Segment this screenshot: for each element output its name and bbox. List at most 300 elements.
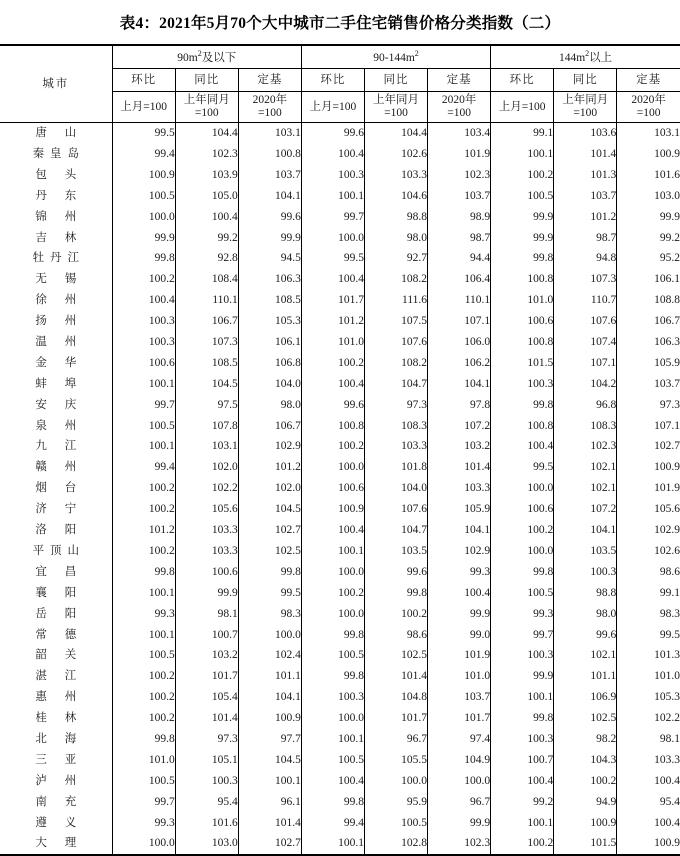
value-cell: 102.8 — [364, 833, 427, 855]
value-cell: 102.6 — [617, 541, 680, 562]
value-cell: 92.7 — [364, 248, 427, 269]
value-cell: 100.2 — [491, 520, 554, 541]
table-row — [0, 123, 680, 144]
value-cell: 100.1 — [112, 624, 175, 645]
value-cell: 102.3 — [428, 833, 491, 855]
group-header-under-90 — [112, 45, 301, 69]
value-cell: 99.8 — [364, 583, 427, 604]
value-cell: 99.6 — [554, 624, 617, 645]
city-name-label: 惠州 — [35, 691, 95, 704]
value-cell: 107.1 — [617, 415, 680, 436]
value-cell: 99.9 — [175, 583, 238, 604]
table-row — [0, 833, 680, 855]
value-cell: 102.7 — [617, 436, 680, 457]
column-header-yoy-g1: 同比 — [364, 69, 427, 92]
value-cell: 100.3 — [491, 729, 554, 750]
value-cell: 100.9 — [617, 457, 680, 478]
value-cell: 100.4 — [491, 436, 554, 457]
value-cell: 97.7 — [238, 729, 301, 750]
value-cell: 94.8 — [554, 248, 617, 269]
value-cell: 102.2 — [175, 478, 238, 499]
value-cell: 101.4 — [364, 666, 427, 687]
column-header-fixedbase-g2: 定基 — [617, 69, 680, 92]
value-cell: 102.3 — [175, 144, 238, 165]
city-name-cell — [0, 144, 112, 165]
value-cell: 100.5 — [112, 415, 175, 436]
value-cell: 100.2 — [112, 541, 175, 562]
value-cell: 101.3 — [617, 645, 680, 666]
table-row — [0, 144, 680, 165]
city-name-cell — [0, 165, 112, 186]
city-name-cell — [0, 478, 112, 499]
value-cell: 98.9 — [428, 207, 491, 228]
city-name-label: 扬州 — [35, 315, 95, 328]
value-cell: 99.5 — [491, 457, 554, 478]
value-cell: 100.1 — [301, 541, 364, 562]
value-cell: 100.2 — [112, 478, 175, 499]
city-name-cell — [0, 541, 112, 562]
value-cell: 99.8 — [491, 708, 554, 729]
value-cell: 99.3 — [112, 812, 175, 833]
value-cell: 101.0 — [301, 332, 364, 353]
value-cell: 100.1 — [112, 583, 175, 604]
city-name-cell — [0, 645, 112, 666]
city-name-label: 常德 — [35, 628, 95, 641]
value-cell: 102.9 — [238, 436, 301, 457]
value-cell: 100.2 — [112, 499, 175, 520]
value-cell: 100.3 — [175, 771, 238, 792]
value-cell: 99.1 — [617, 583, 680, 604]
value-cell: 94.5 — [238, 248, 301, 269]
value-cell: 104.6 — [364, 186, 427, 207]
value-cell: 100.1 — [491, 144, 554, 165]
city-name-label: 九江 — [35, 440, 95, 453]
value-cell: 100.5 — [364, 812, 427, 833]
value-cell: 103.7 — [617, 374, 680, 395]
value-cell: 100.6 — [491, 499, 554, 520]
value-cell: 105.5 — [364, 750, 427, 771]
column-header-mom-g2: 环比 — [491, 69, 554, 92]
table-row — [0, 562, 680, 583]
value-cell: 101.0 — [112, 750, 175, 771]
value-cell: 100.3 — [301, 165, 364, 186]
value-cell: 103.3 — [617, 750, 680, 771]
baseline-line2: =100 — [384, 107, 408, 119]
group-label-sup-0: 2 — [197, 48, 202, 58]
value-cell: 102.5 — [364, 645, 427, 666]
value-cell: 106.3 — [238, 269, 301, 290]
value-cell: 102.9 — [617, 520, 680, 541]
value-cell: 103.9 — [175, 165, 238, 186]
value-cell: 98.7 — [428, 227, 491, 248]
value-cell: 99.8 — [112, 729, 175, 750]
value-cell: 98.1 — [617, 729, 680, 750]
column-header-yoy-g0: 同比 — [175, 69, 238, 92]
value-cell: 105.0 — [175, 186, 238, 207]
table-row — [0, 708, 680, 729]
value-cell: 99.4 — [112, 457, 175, 478]
city-name-cell — [0, 520, 112, 541]
value-cell: 94.9 — [554, 792, 617, 813]
value-cell: 98.0 — [364, 227, 427, 248]
value-cell: 101.7 — [364, 708, 427, 729]
value-cell: 100.2 — [112, 708, 175, 729]
value-cell: 103.2 — [428, 436, 491, 457]
value-cell: 102.5 — [554, 708, 617, 729]
column-header-yoy-g2: 同比 — [554, 69, 617, 92]
value-cell: 99.8 — [301, 624, 364, 645]
value-cell: 96.7 — [364, 729, 427, 750]
value-cell: 103.7 — [238, 165, 301, 186]
table-row — [0, 436, 680, 457]
value-cell: 105.9 — [428, 499, 491, 520]
value-cell: 99.5 — [238, 583, 301, 604]
table-row — [0, 771, 680, 792]
value-cell: 100.2 — [112, 666, 175, 687]
value-cell: 100.1 — [491, 687, 554, 708]
city-name-cell — [0, 562, 112, 583]
value-cell: 99.8 — [301, 666, 364, 687]
city-name-cell — [0, 290, 112, 311]
city-name-label: 泉州 — [35, 419, 95, 432]
table-row — [0, 792, 680, 813]
value-cell: 107.6 — [554, 311, 617, 332]
value-cell: 100.1 — [491, 812, 554, 833]
city-name-label: 平顶山 — [32, 544, 86, 557]
baseline-line2: =100 — [257, 107, 282, 119]
value-cell: 100.9 — [617, 144, 680, 165]
value-cell: 100.6 — [301, 478, 364, 499]
value-cell: 101.7 — [175, 666, 238, 687]
city-name-label: 包头 — [35, 168, 95, 181]
city-name-label: 遵义 — [35, 816, 95, 829]
value-cell: 99.7 — [112, 792, 175, 813]
baseline-line1: 上年同月 — [562, 94, 609, 107]
value-cell: 107.8 — [175, 415, 238, 436]
city-name-label: 烟台 — [35, 482, 95, 495]
value-cell: 100.8 — [238, 144, 301, 165]
value-cell: 102.0 — [175, 457, 238, 478]
value-cell: 105.9 — [617, 353, 680, 374]
value-cell: 99.1 — [491, 123, 554, 144]
value-cell: 100.9 — [301, 499, 364, 520]
value-cell: 100.6 — [491, 311, 554, 332]
value-cell: 105.6 — [617, 499, 680, 520]
city-name-label: 金华 — [35, 356, 95, 369]
city-name-cell — [0, 729, 112, 750]
value-cell: 100.0 — [301, 603, 364, 624]
value-cell: 99.3 — [428, 562, 491, 583]
value-cell: 100.1 — [301, 833, 364, 855]
value-cell: 99.7 — [301, 207, 364, 228]
value-cell: 95.9 — [364, 792, 427, 813]
value-cell: 101.1 — [238, 666, 301, 687]
value-cell: 92.8 — [175, 248, 238, 269]
value-cell: 100.4 — [301, 520, 364, 541]
value-cell: 100.0 — [238, 624, 301, 645]
value-cell: 100.0 — [428, 771, 491, 792]
value-cell: 99.5 — [301, 248, 364, 269]
city-name-cell — [0, 311, 112, 332]
value-cell: 101.4 — [238, 812, 301, 833]
baseline-line2: =100 — [447, 107, 471, 119]
value-cell: 100.3 — [491, 374, 554, 395]
value-cell: 99.9 — [491, 207, 554, 228]
baseline-line2: =100 — [194, 107, 219, 119]
value-cell: 100.4 — [301, 144, 364, 165]
city-name-cell — [0, 395, 112, 416]
city-name-label: 泸州 — [35, 774, 95, 787]
value-cell: 103.6 — [554, 123, 617, 144]
value-cell: 102.5 — [238, 541, 301, 562]
value-cell: 98.3 — [238, 603, 301, 624]
value-cell: 102.3 — [554, 436, 617, 457]
value-cell: 103.5 — [554, 541, 617, 562]
value-cell: 100.9 — [112, 165, 175, 186]
value-cell: 100.0 — [301, 708, 364, 729]
value-cell: 104.4 — [175, 123, 238, 144]
value-cell: 99.7 — [112, 395, 175, 416]
value-cell: 100.3 — [112, 311, 175, 332]
value-cell: 100.7 — [175, 624, 238, 645]
value-cell: 106.9 — [554, 687, 617, 708]
value-cell: 96.1 — [238, 792, 301, 813]
value-cell: 100.0 — [491, 478, 554, 499]
value-cell: 100.9 — [554, 812, 617, 833]
value-cell: 98.6 — [364, 624, 427, 645]
value-cell: 101.7 — [428, 708, 491, 729]
group-label-pre-1: 90-144m — [373, 51, 415, 64]
value-cell: 106.7 — [617, 311, 680, 332]
table-row — [0, 374, 680, 395]
value-cell: 101.0 — [491, 290, 554, 311]
value-cell: 101.7 — [301, 290, 364, 311]
value-cell: 99.8 — [491, 562, 554, 583]
baseline-fixedbase-g0 — [238, 92, 301, 123]
value-cell: 108.3 — [554, 415, 617, 436]
value-cell: 102.9 — [428, 541, 491, 562]
value-cell: 96.8 — [554, 395, 617, 416]
city-name-label: 韶关 — [35, 649, 95, 662]
city-name-cell — [0, 833, 112, 855]
value-cell: 98.1 — [175, 603, 238, 624]
value-cell: 100.1 — [112, 436, 175, 457]
city-name-label: 宜昌 — [35, 565, 95, 578]
value-cell: 110.1 — [428, 290, 491, 311]
value-cell: 104.5 — [175, 374, 238, 395]
table-row — [0, 332, 680, 353]
value-cell: 98.0 — [554, 603, 617, 624]
table-row — [0, 583, 680, 604]
value-cell: 100.2 — [301, 436, 364, 457]
value-cell: 100.3 — [491, 645, 554, 666]
city-name-label: 襄阳 — [35, 586, 95, 599]
value-cell: 101.4 — [428, 457, 491, 478]
value-cell: 99.9 — [112, 227, 175, 248]
value-cell: 106.2 — [428, 353, 491, 374]
value-cell: 103.1 — [238, 123, 301, 144]
value-cell: 99.2 — [617, 227, 680, 248]
value-cell: 100.8 — [491, 415, 554, 436]
column-header-city: 城市 — [0, 45, 112, 123]
value-cell: 106.0 — [428, 332, 491, 353]
value-cell: 108.2 — [364, 353, 427, 374]
city-name-cell — [0, 624, 112, 645]
value-cell: 101.6 — [617, 165, 680, 186]
value-cell: 99.2 — [491, 792, 554, 813]
value-cell: 103.7 — [554, 186, 617, 207]
value-cell: 102.2 — [617, 708, 680, 729]
value-cell: 100.1 — [301, 729, 364, 750]
value-cell: 103.5 — [364, 541, 427, 562]
table-row — [0, 687, 680, 708]
column-header-fixedbase-g0: 定基 — [238, 69, 301, 92]
value-cell: 100.2 — [301, 583, 364, 604]
value-cell: 104.7 — [364, 374, 427, 395]
baseline-line1: 2020年 — [252, 94, 288, 107]
value-cell: 102.1 — [554, 478, 617, 499]
page-title: 表4：2021年5月70个大中城市二手住宅销售价格分类指数（二） — [119, 15, 561, 32]
baseline-fixedbase-g1 — [428, 92, 491, 123]
value-cell: 103.3 — [364, 436, 427, 457]
value-cell: 101.2 — [238, 457, 301, 478]
city-name-label: 吉林 — [35, 231, 95, 244]
value-cell: 99.8 — [112, 248, 175, 269]
value-cell: 107.1 — [428, 311, 491, 332]
baseline-fixedbase-g2 — [617, 92, 680, 123]
value-cell: 100.4 — [617, 812, 680, 833]
value-cell: 108.2 — [364, 269, 427, 290]
value-cell: 97.3 — [175, 729, 238, 750]
value-cell: 95.4 — [175, 792, 238, 813]
value-cell: 101.2 — [554, 207, 617, 228]
value-cell: 107.2 — [554, 499, 617, 520]
value-cell: 101.0 — [617, 666, 680, 687]
table-row — [0, 290, 680, 311]
value-cell: 102.1 — [554, 457, 617, 478]
value-cell: 107.2 — [428, 415, 491, 436]
value-cell: 103.7 — [428, 687, 491, 708]
value-cell: 100.9 — [617, 833, 680, 855]
value-cell: 103.3 — [364, 165, 427, 186]
value-cell: 100.2 — [301, 353, 364, 374]
value-cell: 100.7 — [491, 750, 554, 771]
city-name-cell — [0, 771, 112, 792]
city-name-label: 北海 — [35, 732, 95, 745]
table-row — [0, 165, 680, 186]
value-cell: 95.4 — [617, 792, 680, 813]
value-cell: 103.4 — [428, 123, 491, 144]
value-cell: 98.6 — [617, 562, 680, 583]
value-cell: 106.7 — [175, 311, 238, 332]
value-cell: 101.2 — [301, 311, 364, 332]
value-cell: 105.6 — [175, 499, 238, 520]
value-cell: 100.1 — [238, 771, 301, 792]
value-cell: 99.9 — [491, 227, 554, 248]
value-cell: 100.0 — [301, 457, 364, 478]
value-cell: 95.2 — [617, 248, 680, 269]
value-cell: 102.3 — [428, 165, 491, 186]
value-cell: 99.0 — [428, 624, 491, 645]
value-cell: 103.1 — [175, 436, 238, 457]
city-name-label: 济宁 — [35, 503, 95, 516]
city-name-label: 洛阳 — [35, 524, 95, 537]
value-cell: 100.1 — [301, 186, 364, 207]
table-row — [0, 666, 680, 687]
value-cell: 97.8 — [428, 395, 491, 416]
value-cell: 101.9 — [428, 144, 491, 165]
value-cell: 104.0 — [238, 374, 301, 395]
value-cell: 101.4 — [554, 144, 617, 165]
value-cell: 108.4 — [175, 269, 238, 290]
value-cell: 100.2 — [491, 833, 554, 855]
value-cell: 100.4 — [301, 374, 364, 395]
value-cell: 100.4 — [428, 583, 491, 604]
value-cell: 100.5 — [112, 771, 175, 792]
value-cell: 100.4 — [112, 290, 175, 311]
value-cell: 98.8 — [364, 207, 427, 228]
city-name-label: 无锡 — [35, 273, 95, 286]
value-cell: 97.3 — [617, 395, 680, 416]
value-cell: 100.5 — [491, 186, 554, 207]
value-cell: 105.3 — [238, 311, 301, 332]
city-name-label: 蚌埠 — [35, 377, 95, 390]
city-name-cell — [0, 583, 112, 604]
value-cell: 100.0 — [112, 833, 175, 855]
value-cell: 99.8 — [301, 792, 364, 813]
city-name-label: 三亚 — [35, 753, 95, 766]
value-cell: 99.6 — [364, 562, 427, 583]
city-name-label: 秦皇岛 — [32, 148, 86, 161]
city-name-cell — [0, 499, 112, 520]
value-cell: 104.1 — [428, 374, 491, 395]
value-cell: 107.6 — [364, 499, 427, 520]
value-cell: 107.6 — [364, 332, 427, 353]
value-cell: 103.0 — [175, 833, 238, 855]
value-cell: 100.8 — [301, 415, 364, 436]
value-cell: 102.6 — [364, 144, 427, 165]
value-cell: 101.6 — [175, 812, 238, 833]
group-label-post-2: 以上 — [589, 51, 613, 64]
value-cell: 104.8 — [364, 687, 427, 708]
value-cell: 100.3 — [301, 687, 364, 708]
value-cell: 101.1 — [554, 666, 617, 687]
value-cell: 101.8 — [364, 457, 427, 478]
baseline-mom-g0 — [112, 92, 175, 123]
group-label-pre-0: 90m — [177, 51, 198, 64]
value-cell: 101.5 — [491, 353, 554, 374]
baseline-yoy-g2 — [554, 92, 617, 123]
value-cell: 106.3 — [617, 332, 680, 353]
value-cell: 100.6 — [112, 353, 175, 374]
value-cell: 100.0 — [491, 541, 554, 562]
value-cell: 97.4 — [428, 729, 491, 750]
value-cell: 99.7 — [491, 624, 554, 645]
table-row — [0, 499, 680, 520]
value-cell: 108.5 — [238, 290, 301, 311]
value-cell: 94.4 — [428, 248, 491, 269]
baseline-mom-g1 — [301, 92, 364, 123]
table-row — [0, 227, 680, 248]
value-cell: 104.2 — [554, 374, 617, 395]
city-name-cell — [0, 374, 112, 395]
value-cell: 102.7 — [238, 520, 301, 541]
city-name-label: 桂林 — [35, 712, 95, 725]
value-cell: 100.0 — [364, 771, 427, 792]
value-cell: 106.1 — [617, 269, 680, 290]
table-row — [0, 248, 680, 269]
table-row — [0, 415, 680, 436]
